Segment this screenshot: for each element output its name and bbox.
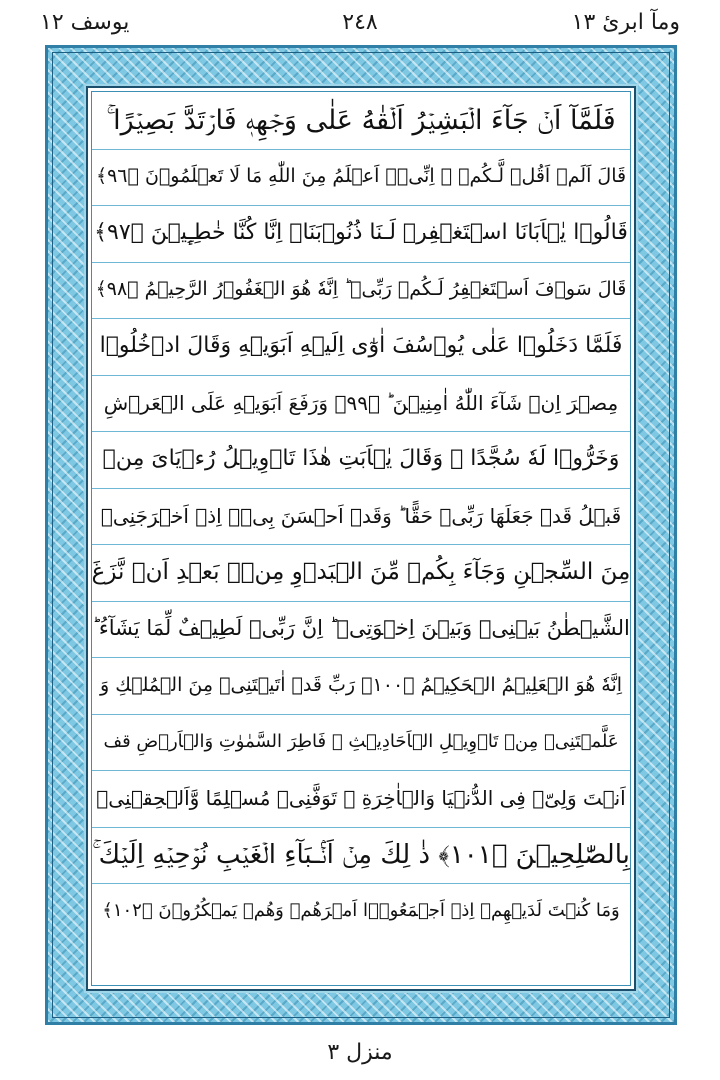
verse-line-7: وَخَرُّوۡا لَهٗ سُجَّدًا ۚ وَقَالَ يٰۤاَبَتِ هٰذَا تَاۡوِيۡلُ رُءۡيَاىَ مِنۡ (92, 431, 630, 489)
verse-line-1: فَلَمَّآ اَنۡ جَآءَ الۡبَشِيۡرُ اَلۡقٰهُ عَلٰى وَجۡهِهٖ فَارۡتَدَّ بَصِيۡرًا ۚ (92, 92, 630, 150)
juz-name: ومآ ابرئ ١٣ (571, 10, 680, 35)
verse-lines (92, 92, 630, 985)
verse-line-3: قَالُوۡا يٰۤاَبَانَا اسۡتَغۡفِرۡ لَـنَا ذُنُوۡبَنَاۤ اِنَّا كُنَّا خٰطِـِٕيۡنَ‏ ﴿٩٧﴾ (92, 205, 630, 263)
verse-line-14: بِالصّٰلِحِيۡنَ‏ ﴿١٠١﴾ ذٰ لِكَ مِنۡ اَنۡۢـبَآءِ الۡغَيۡبِ نُوۡحِيۡهِ اِلَيۡكَ ۚ (92, 827, 630, 885)
page-header (0, 0, 720, 50)
verse-line-5: فَلَمَّا دَخَلُوۡا عَلٰى يُوۡسُفَ اٰوٰٓى اِلَيۡهِ اَبَوَيۡهِ وَقَالَ ادۡخُلُوۡا (92, 318, 630, 376)
verse-line-11: اِنَّهٗ هُوَ الۡعَلِيۡمُ الۡحَكِيۡمُ‏ ﴿١٠٠﴾ رَبِّ قَدۡ اٰتَيۡتَنِىۡ مِنَ الۡمُلۡكِ وَ (92, 657, 630, 715)
verse-line-10: الشَّيۡطٰنُ بَيۡنِىۡ وَبَيۡنَ اِخۡوَتِىۡ ؕ اِنَّ رَبِّىۡ لَطِيۡفٌ لِّمَا يَشَآءُ ؕ (92, 601, 630, 659)
verse-line-4: قَالَ سَوۡفَ اَسۡتَغۡفِرُ لَـكُمۡ رَبِّىۡ ؕ اِنَّهٗ هُوَ الۡغَفُوۡرُ الرَّحِيۡمُ‏ ﴿٩٨﴾ (92, 262, 630, 320)
verse-line-13: اَنۡتَ وَلِىّٖ فِى الدُّنۡيَا وَالۡاٰخِرَةِ ۚ تَوَفَّنِىۡ مُسۡلِمًا وَّاَلۡحِقۡنِىۡ (92, 770, 630, 828)
page-number: ٢٤٨ (342, 10, 378, 35)
verse-line-12: عَلَّمۡتَنِىۡ مِنۡ تَاۡوِيۡلِ الۡاَحَادِيۡثِ ۚ فَاطِرَ السَّمٰوٰتِ وَالۡاَرۡضِ قف (92, 714, 630, 772)
verse-line-2: قَالَ اَلَمۡ اَقُلۡ لَّـكُمۡ ۚ اِنِّىۡۤ اَعۡلَمُ مِنَ اللّٰهِ مَا لَا تَعۡلَمُوۡنَ ‏﴿٩٦﴾ (92, 149, 630, 207)
verse-line-6: مِصۡرَ اِنۡ شَآءَ اللّٰهُ اٰمِنِيۡنَ ؕ‏ ﴿٩٩﴾ وَرَفَعَ اَبَوَيۡهِ عَلَى الۡعَرۡشِ (92, 375, 630, 433)
verse-line-15: وَمَا كُنۡتَ لَدَيۡهِمۡ اِذۡ اَجۡمَعُوۡۤا اَمۡرَهُمۡ وَهُمۡ يَمۡكُرُوۡنَ‏ ﴿١٠٢﴾ (102, 900, 620, 922)
text-panel (86, 86, 636, 991)
verse-line-9: مِنَ السِّجۡنِ وَجَآءَ بِكُمۡ مِّنَ الۡبَدۡوِ مِنۡۢ بَعۡدِ اَنۡ نَّزَغَ (92, 544, 630, 602)
verse-line-8: قَبۡلُ قَدۡ جَعَلَهَا رَبِّىۡ حَقًّا ؕ وَقَدۡ اَحۡسَنَ بِىۡۤ اِذۡ اَخۡرَجَنِىۡ (92, 488, 630, 546)
manzil-label: منزل ٣ (327, 1040, 393, 1065)
surah-name: يوسف ١٢ (40, 10, 130, 35)
